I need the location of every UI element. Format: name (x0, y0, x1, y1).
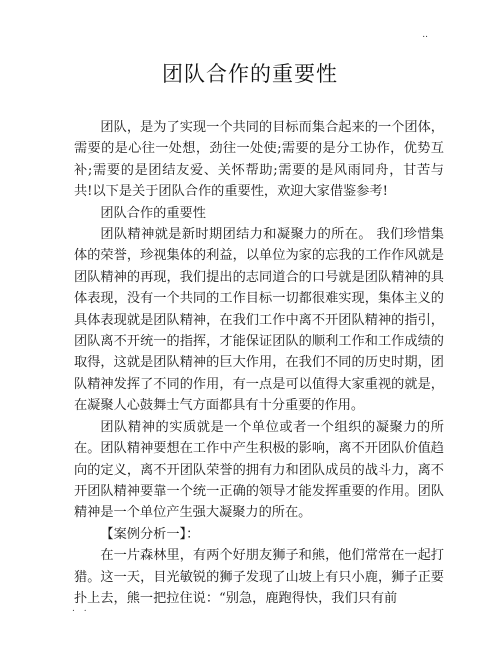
body-paragraph: 团队精神就是新时期团结力和凝聚力的所在。 我们珍惜集体的荣誉，珍视集体的利益，以单位为家的忘我的工作作风就是团队精神的再现，我们提出的志同道合的口号就是团队精神的具体表现，没有一个共同的工作目标一切都很难实现，集体主义的具体表现就是团队精神，在我们工作中离不开团队精神的指引，团队离不开统一的指挥，才能保证团队的顺利工作和工作成绩的取得，这就是团队精神的巨大作用，在我们不同的历史时期，团队精神发挥了不同的作用，有一点是可以值得大家重视的就是，在凝聚人心鼓舞士气方面都具有十分重要的作用。 (74, 227, 444, 414)
body-paragraph: 团队精神的实质就是一个单位或者一个组织的凝聚力的所在。团队精神要想在工作中产生积极的影响，离不开团队价值趋向的定义，离不开团队荣誉的拥有力和团队成员的战斗力，离不开团队精神要靠一个统一正确的领导才能发挥重要的作用。团队精神是一个单位产生强大凝聚力的所在。 (74, 419, 444, 521)
case-heading: 【案例分析一】： (100, 526, 200, 542)
document-body (74, 117, 444, 609)
footer-mark: . . (72, 604, 90, 614)
document-title: 团队合作的重要性 (162, 62, 338, 86)
intro-paragraph: 团队，是为了实现一个共同的目标而集合起来的一个团体，需要的是心往一处想，劲往一处使;需要的是分工协作，优势互补;需要的是团结友爱、关怀帮助;需要的是风雨同舟，甘苦与共!以下是关于团队合作的重要性，欢迎大家借鉴参考! (74, 120, 444, 200)
corner-mark: .. (422, 30, 428, 40)
section-heading: 团队合作的重要性 (100, 205, 206, 221)
body-paragraph: 在一片森林里，有两个好朋友狮子和熊，他们常常在一起打猎。这一天，目光敏锐的狮子发现了山坡上有只小鹿，狮子正要扑上去，熊一把拉住说：“别急，鹿跑得快，我们只有前 (74, 548, 444, 606)
